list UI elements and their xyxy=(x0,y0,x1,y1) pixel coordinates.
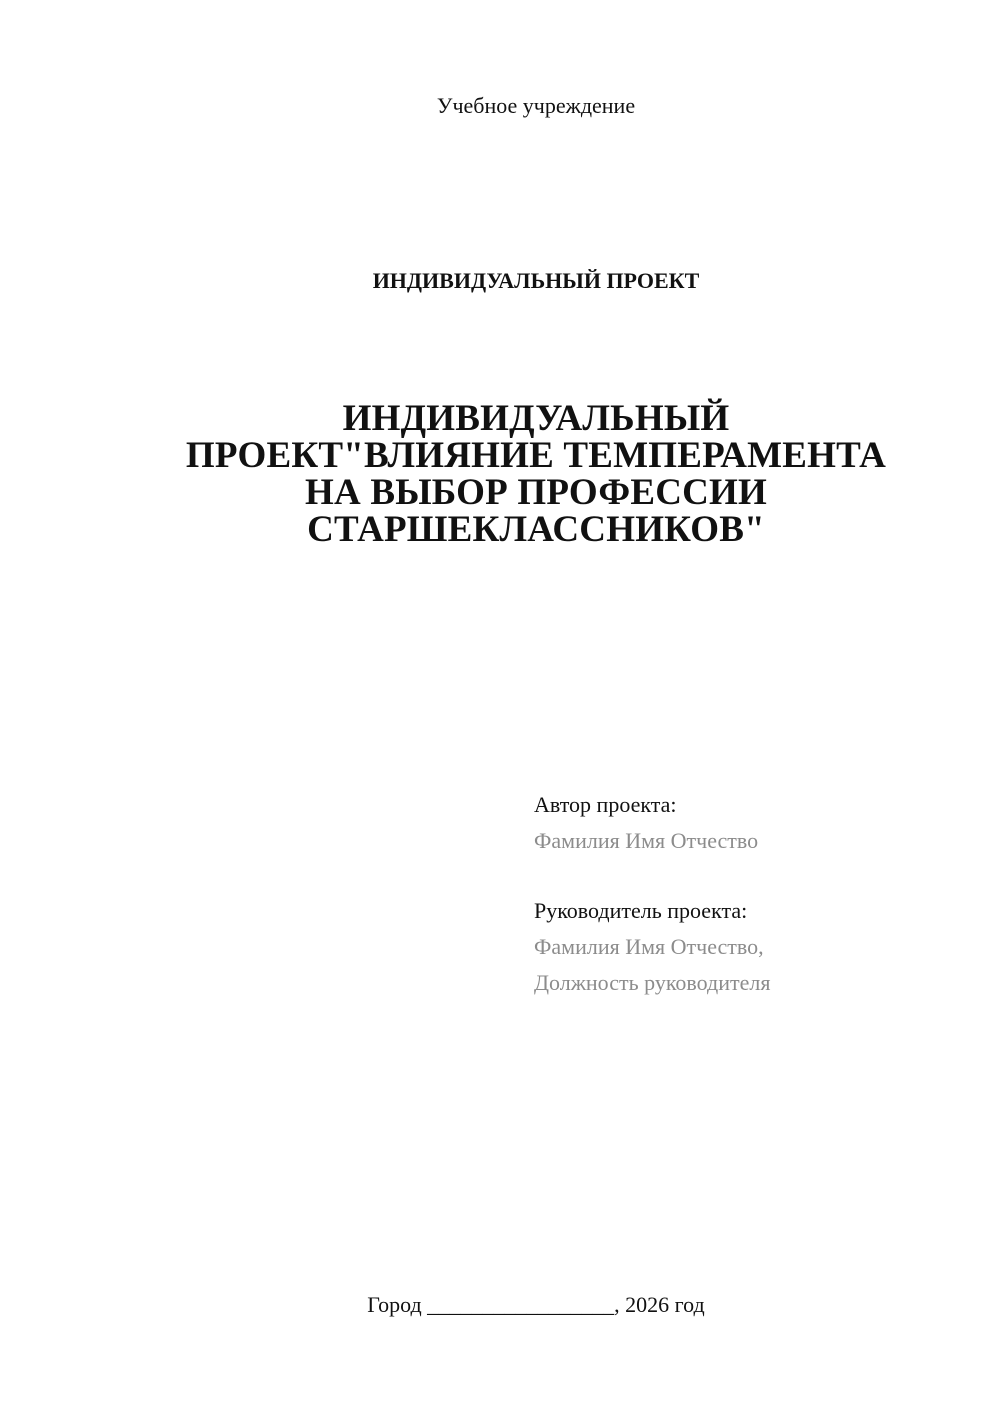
city-label: Город xyxy=(367,1292,422,1317)
institution-name: Учебное учреждение xyxy=(436,93,636,118)
document-type: ИНДИВИДУАЛЬНЫЙ ПРОЕКТ xyxy=(372,268,700,293)
supervisor-block xyxy=(534,893,770,1001)
title-line: НА ВЫБОР ПРОФЕССИИ xyxy=(304,472,768,513)
title-line: ИНДИВИДУАЛЬНЫЙ xyxy=(342,398,730,439)
author-label: Автор проекта: xyxy=(534,792,677,817)
supervisor-label: Руководитель проекта: xyxy=(534,898,748,923)
author-block xyxy=(534,787,758,859)
supervisor-position: Должность руководителя xyxy=(534,970,771,995)
supervisor-name: Фамилия Имя Отчество, xyxy=(534,934,764,959)
city-year-line xyxy=(0,1291,1000,1319)
year-text: , 2026 год xyxy=(614,1292,705,1317)
title-line: ПРОЕКТ"ВЛИЯНИЕ ТЕМПЕРАМЕНТА xyxy=(185,435,887,476)
author-name: Фамилия Имя Отчество xyxy=(534,828,759,853)
city-blank: _________________ xyxy=(427,1292,615,1317)
title-line: СТАРШЕКЛАССНИКОВ" xyxy=(307,509,765,550)
document-title xyxy=(160,400,912,548)
